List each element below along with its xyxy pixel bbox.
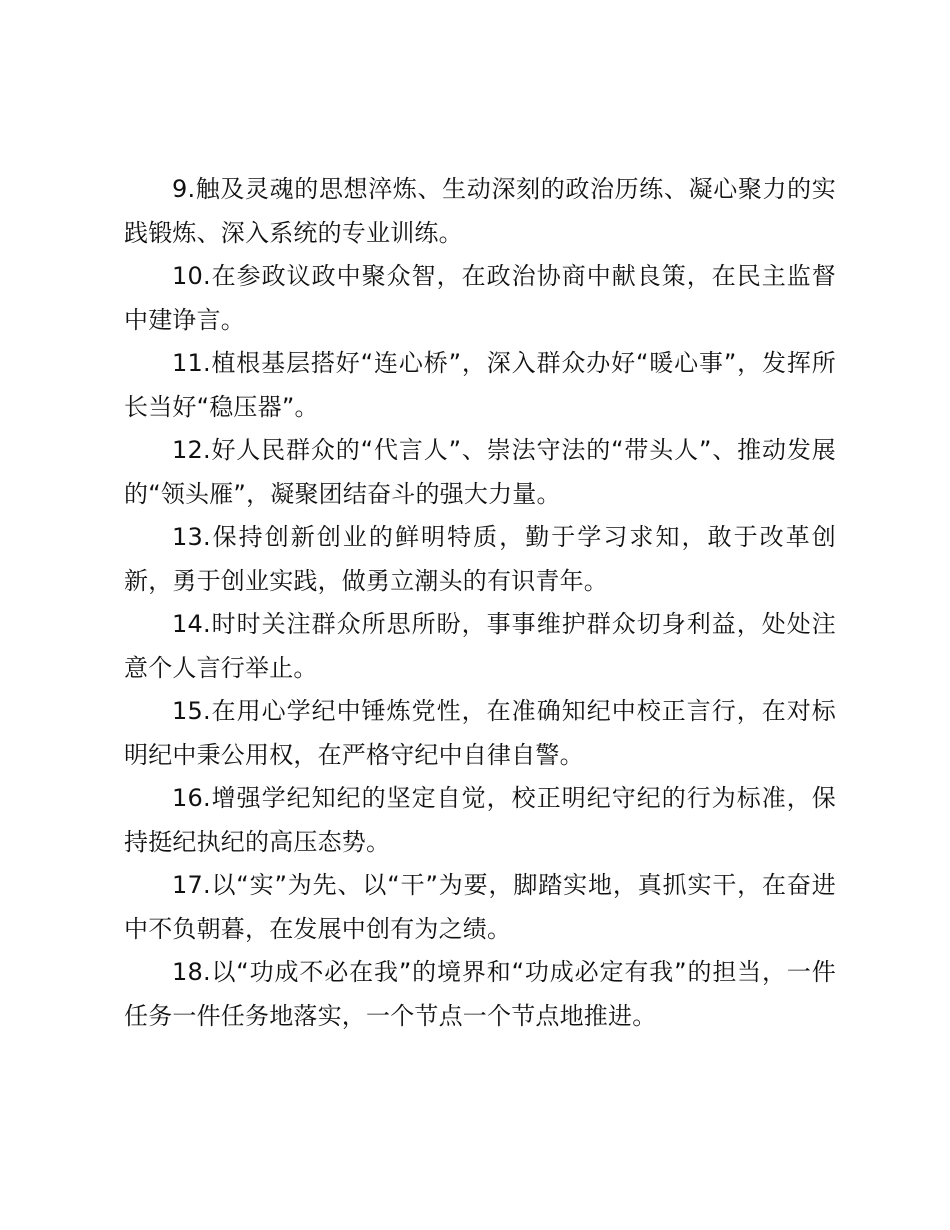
- paragraph-11: 11.植根基层搭好“连心桥”，深入群众办好“暖心事”，发挥所长当好“稳压器”。: [124, 349, 836, 421]
- paragraph-9: 9.触及灵魂的思想淬炼、生动深刻的政治历练、凝心聚力的实践锻炼、深入系统的专业训练。: [124, 175, 836, 247]
- paragraph-10: 10.在参政议政中聚众智，在政治协商中献良策，在民主监督中建诤言。: [124, 262, 836, 334]
- paragraph-16: 16.增强学纪知纪的坚定自觉，校正明纪守纪的行为标准，保持挺纪执纪的高压态势。: [124, 784, 836, 856]
- paragraph-18: 18.以“功成不必在我”的境界和“功成必定有我”的担当，一件任务一件任务地落实，一个节点一个节点地推进。: [124, 958, 836, 1030]
- paragraph-17: 17.以“实”为先、以“干”为要，脚踏实地，真抓实干，在奋进中不负朝暮，在发展中创有为之绩。: [124, 871, 836, 943]
- paragraph-14: 14.时时关注群众所思所盼，事事维护群众切身利益，处处注意个人言行举止。: [124, 610, 836, 682]
- paragraph-13: 13.保持创新创业的鲜明特质，勤于学习求知，敢于改革创新，勇于创业实践，做勇立潮头的有识青年。: [124, 523, 836, 595]
- paragraph-12: 12.好人民群众的“代言人”、崇法守法的“带头人”、推动发展的“领头雁”，凝聚团结奋斗的强大力量。: [124, 436, 836, 508]
- document-page: [124, 168, 836, 1038]
- paragraph-15: 15.在用心学纪中锤炼党性，在准确知纪中校正言行，在对标明纪中秉公用权，在严格守纪中自律自警。: [124, 697, 836, 769]
